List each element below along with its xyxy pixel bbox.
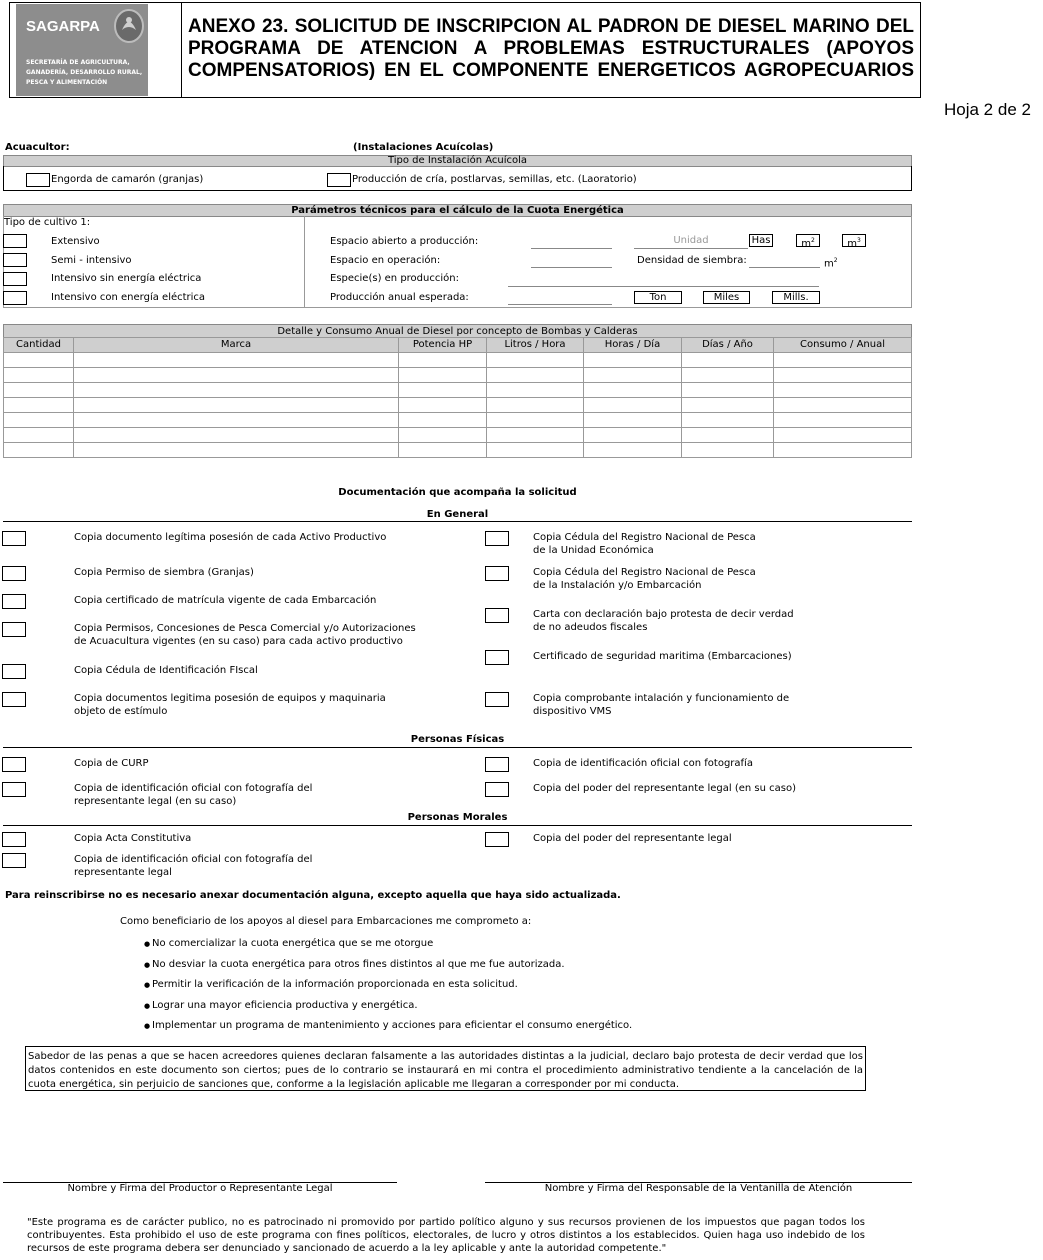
- diesel-table-cell[interactable]: [584, 413, 682, 428]
- logo-subtitle: SECRETARÍA DE AGRICULTURA, GANADERÍA, DESARROLLO RURAL, PESCA Y ALIMENTACIÓN: [26, 59, 143, 86]
- col-litros-hora: Litros / Hora: [487, 338, 584, 353]
- unit-ton-box[interactable]: [634, 291, 682, 304]
- diesel-table-cell[interactable]: [399, 413, 487, 428]
- diesel-table-row: [4, 413, 912, 428]
- general-left-item-label: Copia certificado de matrícula vigente de cada Embarcación: [74, 595, 377, 606]
- parametros-divider: [304, 216, 305, 308]
- general-right-item-checkbox[interactable]: [485, 531, 509, 546]
- unit-mills-label: Mills.: [783, 292, 809, 303]
- especies-field[interactable]: [508, 286, 819, 287]
- col-consumo-anual: Consumo / Anual: [774, 338, 912, 353]
- cultivo-intensivo-con-label: Intensivo con energía eléctrica: [51, 292, 206, 303]
- cultivo-intensivo-con-checkbox[interactable]: [3, 291, 27, 305]
- unit-m2-box[interactable]: [796, 234, 820, 250]
- general-right-item-label: de no adeudos fiscales: [533, 622, 648, 633]
- logo-text: SAGARPA: [26, 18, 100, 35]
- diesel-table-cell[interactable]: [682, 383, 774, 398]
- densidad-label: Densidad de siembra:: [637, 255, 747, 266]
- diesel-table-cell[interactable]: [584, 368, 682, 383]
- signature-label-right: Nombre y Firma del Responsable de la Ventanilla de Atención: [544, 1183, 853, 1194]
- general-right-item-checkbox[interactable]: [485, 692, 509, 707]
- declaration-box: Sabedor de las penas a que se hacen acreedores quienes declaran falsamente a las autoridades distintas a la judicial, declaro bajo protesta de decir verdad que los datos contenidos en este documento son ciertos; pues de lo contrario se instaurará en mi contra el procedimiento administrativo tendiente a la cancelación de la cuota energética, sin perjuicio de sanciones que, conforme a la legislación aplicable me llegaran a corresponder por mi conducta.: [25, 1046, 866, 1091]
- diesel-table-cell[interactable]: [399, 383, 487, 398]
- diesel-table-cell[interactable]: [487, 398, 584, 413]
- diesel-table-cell[interactable]: [74, 413, 399, 428]
- unit-has-box[interactable]: [749, 234, 773, 247]
- diesel-table-cell[interactable]: [487, 383, 584, 398]
- general-left-item-label: Copia documentos legitima posesión de equipos y maquinaria: [74, 693, 386, 704]
- col-horas-dia: Horas / Día: [584, 338, 682, 353]
- bullet-icon: ●: [144, 1022, 151, 1030]
- diesel-table-cell[interactable]: [682, 413, 774, 428]
- unit-ton-label: Ton: [649, 292, 667, 303]
- general-left-item-label: Copia Permiso de siembra (Granjas): [74, 567, 254, 578]
- general-rule: [3, 521, 912, 522]
- signature-label-left: Nombre y Firma del Productor o Representante Legal: [67, 1183, 333, 1194]
- fisicas-header: Personas Físicas: [410, 734, 505, 745]
- diesel-table-cell[interactable]: [584, 383, 682, 398]
- general-left-item-label: Copia Permisos, Concesiones de Pesca Comercial y/o Autorizaciones: [74, 623, 416, 634]
- bullet-icon: ●: [144, 981, 151, 989]
- espacio-operacion-label: Espacio en operación:: [330, 255, 441, 266]
- unit-has-label: Has: [751, 235, 771, 246]
- fisicas-right-item-checkbox[interactable]: [485, 782, 509, 797]
- diesel-table-cell[interactable]: [774, 353, 912, 368]
- unidad-placeholder: Unidad: [673, 235, 709, 246]
- cultivo-intensivo-sin-label: Intensivo sin energía eléctrica: [51, 273, 202, 284]
- diesel-table-cell[interactable]: [399, 443, 487, 458]
- densidad-unit-sup: 2: [833, 257, 838, 264]
- unit-m3-sup: 3: [856, 237, 861, 244]
- diesel-table-row: [4, 443, 912, 458]
- col-dias-ano: Días / Año: [682, 338, 774, 353]
- diesel-table-cell[interactable]: [4, 368, 74, 383]
- diesel-table-cell[interactable]: [399, 368, 487, 383]
- espacio-abierto-field[interactable]: [531, 248, 612, 249]
- diesel-table-row: [4, 353, 912, 368]
- unit-m2-sup: 2: [810, 237, 815, 244]
- diesel-table-cell[interactable]: [4, 443, 74, 458]
- morales-left-item-label: Copia Acta Constitutiva: [74, 833, 192, 844]
- diesel-table-cell[interactable]: [74, 443, 399, 458]
- unit-miles-box[interactable]: [703, 291, 750, 304]
- general-right-item-checkbox[interactable]: [485, 566, 509, 581]
- densidad-unit: [824, 255, 838, 270]
- parametros-header: Parámetros técnicos para el cálculo de la Cuota Energética: [3, 204, 912, 217]
- unit-m3-box[interactable]: [842, 234, 866, 250]
- header-divider: [181, 2, 182, 98]
- commitment-item: No comercializar la cuota energética que se me otorgue: [152, 938, 434, 949]
- fisicas-left-item-label: Copia de CURP: [74, 758, 149, 769]
- instalaciones-label: (Instalaciones Acuícolas): [353, 142, 494, 153]
- diesel-table-cell[interactable]: [399, 428, 487, 443]
- footer-legend: "Este programa es de carácter publico, no es patrocinado ni promovido por partido político alguno y sus recursos provienen de los impuestos que pagan todos los contribuyentes. Esta prohibido el uso de este programa con fines políticos, electorales, de lucro y otros distintos a los establecidos. Quien haga uso indebido de los recursos de este programa debera ser denunciado y sancionado de acuerdo a la ley aplicable y ante la autoridad competente.": [27, 1217, 865, 1254]
- general-right-item-label: de la Unidad Económica: [533, 545, 654, 556]
- diesel-table-cell[interactable]: [584, 428, 682, 443]
- commitment-item: Lograr una mayor eficiencia productiva y energética.: [152, 999, 418, 1011]
- diesel-table-body: [4, 353, 912, 458]
- fisicas-left-item-label: Copia de identificación oficial con fotografía del: [74, 783, 313, 794]
- espacio-abierto-label: Espacio abierto a producción:: [330, 236, 479, 247]
- laboratorio-label: Producción de cría, postlarvas, semillas, etc. (Laoratorio): [352, 174, 637, 185]
- produccion-anual-field[interactable]: [508, 304, 612, 305]
- diesel-table-cell[interactable]: [487, 353, 584, 368]
- acuacultor-label: Acuacultor:: [5, 142, 70, 153]
- diesel-table-cell[interactable]: [487, 368, 584, 383]
- fisicas-left-item-checkbox[interactable]: [2, 782, 26, 797]
- engorda-checkbox[interactable]: [26, 173, 50, 187]
- diesel-table-cell[interactable]: [487, 413, 584, 428]
- general-left-item-label: Copia documento legítima posesión de cada Activo Productivo: [74, 532, 387, 543]
- diesel-table-cell[interactable]: [774, 413, 912, 428]
- fisicas-right-item-label: Copia de identificación oficial con fotografía: [533, 758, 753, 769]
- diesel-table-cell[interactable]: [682, 443, 774, 458]
- fisicas-right-item-checkbox[interactable]: [485, 757, 509, 772]
- general-right-item-checkbox[interactable]: [485, 650, 509, 665]
- general-right-item-label: Certificado de seguridad maritima (Embarcaciones): [533, 651, 792, 662]
- form-title: ANEXO 23. SOLICITUD DE INSCRIPCION AL PADRON DE DIESEL MARINO DEL PROGRAMA DE ATENCION A PROBLEMAS ESTRUCTURALES (APOYOS COMPENSATORIOS) EN EL COMPONENTE ENERGETICOS AGROPECUARIOS: [188, 16, 914, 81]
- cultivo-extensivo-label: Extensivo: [51, 236, 100, 247]
- morales-right-item-checkbox[interactable]: [485, 832, 509, 847]
- morales-rule: [3, 825, 912, 826]
- commitments-intro: Como beneficiario de los apoyos al diesel para Embarcaciones me comprometo a:: [120, 916, 532, 927]
- eagle-seal-icon: [112, 8, 146, 48]
- fisicas-rule: [3, 747, 912, 748]
- densidad-unit-m: m: [824, 258, 834, 270]
- general-left-item-checkbox[interactable]: [2, 531, 26, 546]
- unit-m3-label: m: [847, 238, 857, 250]
- produccion-anual-label: Producción anual esperada:: [330, 292, 469, 303]
- col-potencia: Potencia HP: [399, 338, 487, 353]
- general-left-item-checkbox[interactable]: [2, 692, 26, 707]
- sagarpa-logo: [16, 4, 148, 96]
- general-right-item-label: Copia Cédula del Registro Nacional de Pesca: [533, 567, 756, 578]
- diesel-table-cell[interactable]: [74, 428, 399, 443]
- diesel-table-cell[interactable]: [4, 383, 74, 398]
- unit-m2-label: m: [801, 238, 811, 250]
- diesel-table-cell[interactable]: [4, 398, 74, 413]
- general-right-item-label: Copia comprobante intalación y funcionamiento de: [533, 693, 790, 704]
- fisicas-right-item-label: Copia del poder del representante legal (en su caso): [533, 783, 796, 794]
- docs-title: Documentación que acompaña la solicitud: [338, 487, 577, 498]
- commitment-item: Permitir la verificación de la información proporcionada en esta solicitud.: [152, 979, 518, 990]
- engorda-label: Engorda de camarón (granjas): [51, 174, 204, 185]
- diesel-table-cell[interactable]: [682, 428, 774, 443]
- bullet-icon: ●: [144, 960, 151, 969]
- unit-mills-box[interactable]: [772, 291, 820, 304]
- laboratorio-checkbox[interactable]: [327, 173, 351, 187]
- morales-right-item-label: Copia del poder del representante legal: [533, 833, 732, 844]
- commitment-item: No desviar la cuota energética para otros fines distintos al que me fue autorizada.: [152, 958, 565, 970]
- unidad-field[interactable]: [634, 248, 748, 249]
- diesel-table-cell[interactable]: [774, 398, 912, 413]
- general-right-item-checkbox[interactable]: [485, 608, 509, 623]
- fisicas-left-item-label: representante legal (en su caso): [74, 796, 237, 807]
- diesel-table-cell[interactable]: [487, 443, 584, 458]
- general-left-item-checkbox[interactable]: [2, 664, 26, 679]
- cultivo-semi-label: Semi - intensivo: [51, 255, 132, 266]
- diesel-table-row: [4, 383, 912, 398]
- general-right-item-label: de la Instalación y/o Embarcación: [533, 580, 702, 591]
- commitment-item: Implementar un programa de mantenimiento y acciones para eficientar el consumo energético.: [152, 1020, 633, 1031]
- page-number: Hoja 2 de 2: [944, 100, 1031, 119]
- morales-left-item-checkbox[interactable]: [2, 853, 26, 868]
- diesel-table-cell[interactable]: [774, 383, 912, 398]
- diesel-table-cell[interactable]: [584, 353, 682, 368]
- diesel-table-cell[interactable]: [584, 398, 682, 413]
- general-left-item-label: de Acuacultura vigentes (en su caso) para cada activo productivo: [74, 636, 403, 647]
- general-left-item-label: Copia Cédula de Identificación FIscal: [74, 665, 258, 676]
- diesel-table-cell[interactable]: [74, 353, 399, 368]
- diesel-table-cell[interactable]: [4, 428, 74, 443]
- espacio-operacion-field[interactable]: [531, 267, 612, 268]
- diesel-table-cell[interactable]: [584, 443, 682, 458]
- diesel-table-row: [4, 428, 912, 443]
- bullet-icon: ●: [144, 940, 151, 948]
- cultivo-intensivo-sin-checkbox[interactable]: [3, 272, 27, 286]
- diesel-table: [3, 337, 912, 458]
- diesel-table-cell[interactable]: [74, 398, 399, 413]
- general-right-item-label: Carta con declaración bajo protesta de decir verdad: [533, 609, 794, 620]
- diesel-table-cell[interactable]: [399, 353, 487, 368]
- general-left-item-checkbox[interactable]: [2, 566, 26, 581]
- diesel-table-cell[interactable]: [682, 353, 774, 368]
- general-right-item-label: Copia Cédula del Registro Nacional de Pesca: [533, 532, 756, 543]
- diesel-table-row: [4, 398, 912, 413]
- col-cantidad: Cantidad: [4, 338, 74, 353]
- general-left-item-label: objeto de estímulo: [74, 706, 168, 717]
- diesel-table-cell[interactable]: [487, 428, 584, 443]
- reinscripcion-note: Para reinscribirse no es necesario anexar documentación alguna, excepto aquella que haya sido actualizada.: [5, 890, 621, 901]
- diesel-table-title: Detalle y Consumo Anual de Diesel por concepto de Bombas y Calderas: [3, 324, 912, 338]
- cultivo-semi-checkbox[interactable]: [3, 253, 27, 267]
- diesel-table-cell[interactable]: [774, 368, 912, 383]
- fisicas-left-item-checkbox[interactable]: [2, 757, 26, 772]
- col-marca: Marca: [74, 338, 399, 353]
- general-right-item-label: dispositivo VMS: [533, 706, 612, 717]
- general-header: En General: [426, 509, 489, 520]
- general-left-item-checkbox[interactable]: [2, 594, 26, 609]
- diesel-table-cell[interactable]: [74, 383, 399, 398]
- densidad-field[interactable]: [749, 267, 820, 268]
- diesel-table-cell[interactable]: [74, 368, 399, 383]
- bullet-icon: ●: [144, 1001, 151, 1010]
- diesel-table-cell[interactable]: [774, 428, 912, 443]
- general-left-item-checkbox[interactable]: [2, 622, 26, 637]
- diesel-table-row: [4, 368, 912, 383]
- morales-left-item-checkbox[interactable]: [2, 832, 26, 847]
- morales-left-item-label: representante legal: [74, 867, 172, 878]
- diesel-table-cell[interactable]: [774, 443, 912, 458]
- morales-left-item-label: Copia de identificación oficial con fotografía del: [74, 854, 313, 865]
- cultivo-extensivo-checkbox[interactable]: [3, 234, 27, 248]
- tipo-cultivo-label: Tipo de cultivo 1:: [4, 217, 91, 228]
- diesel-table-cell[interactable]: [682, 368, 774, 383]
- diesel-table-header-row: [4, 338, 912, 353]
- unit-miles-label: Miles: [713, 292, 740, 303]
- tipo-instalacion-header: Tipo de Instalación Acuícola: [3, 155, 912, 167]
- diesel-table-cell[interactable]: [399, 398, 487, 413]
- especies-label: Especie(s) en producción:: [330, 273, 459, 284]
- diesel-table-cell[interactable]: [682, 398, 774, 413]
- diesel-table-cell[interactable]: [4, 353, 74, 368]
- diesel-table-cell[interactable]: [4, 413, 74, 428]
- morales-header: Personas Morales: [407, 812, 508, 823]
